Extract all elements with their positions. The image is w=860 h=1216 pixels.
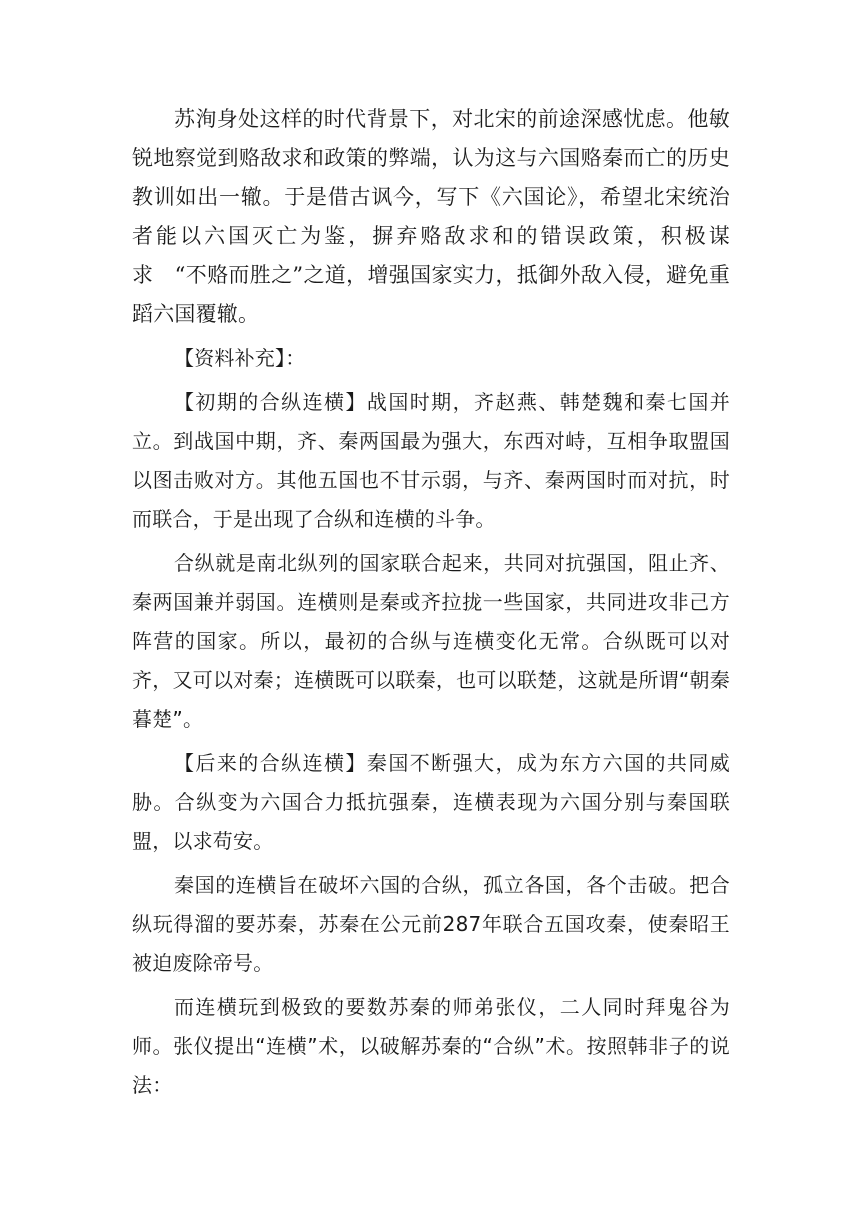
paragraph-zhang-yi: 而连横玩到极致的要数苏秦的师弟张仪，二人同时拜鬼谷为师。张仪提出“连横”术，以破解苏秦的“合纵”术。按照韩非子的说法： bbox=[132, 995, 730, 1097]
paragraph-hezong-definition: 合纵就是南北纵列的国家联合起来，共同对抗强国，阻止齐、秦两国兼并弱国。连横则是秦或齐拉拢一些国家，共同进攻非己方阵营的国家。所以，最初的合纵与连横变化无常。合纵既可以对齐，又可以对秦；连横既可以联秦，也可以联楚，这就是所谓“朝秦暮楚”。 bbox=[132, 551, 730, 731]
paragraph-early-alliances: 【初期的合纵连横】战国时期，齐赵燕、韩楚魏和秦七国并立。到战国中期，齐、秦两国最为强大，东西对峙，互相争取盟国以图击败对方。其他五国也不甘示弱，与齐、秦两国时而对抗，时而联合，于是出现了合纵和连横的斗争。 bbox=[132, 390, 730, 531]
paragraph-supplement-heading: 【资料补充】： bbox=[174, 346, 306, 370]
document-page bbox=[132, 100, 730, 1105]
paragraph-later-alliances: 【后来的合纵连横】秦国不断强大，成为东方六国的共同威胁。合纵变为六国合力抵抗强秦，连横表现为六国分别与秦国联盟，以求苟安。 bbox=[132, 751, 730, 853]
paragraph-qin-lianheng: 秦国的连横旨在破坏六国的合纵，孤立各国，各个击破。把合纵玩得溜的要苏秦，苏秦在公元前287年联合五国攻秦，使秦昭王被迫废除帝号。 bbox=[132, 873, 730, 975]
paragraph-background: 苏洵身处这样的时代背景下，对北宋的前途深感忧虑。他敏锐地察觉到赂敌求和政策的弊端，认为这与六国赂秦而亡的历史教训如出一辙。于是借古讽今，写下《六国论》，希望北宋统治者能以六国灭亡为鉴，摒弃赂敌求和的错误政策，积极谋求 “不赂而胜之”之道，增强国家实力，抵御外敌入侵，避免重蹈六国覆辙。 bbox=[132, 107, 730, 326]
